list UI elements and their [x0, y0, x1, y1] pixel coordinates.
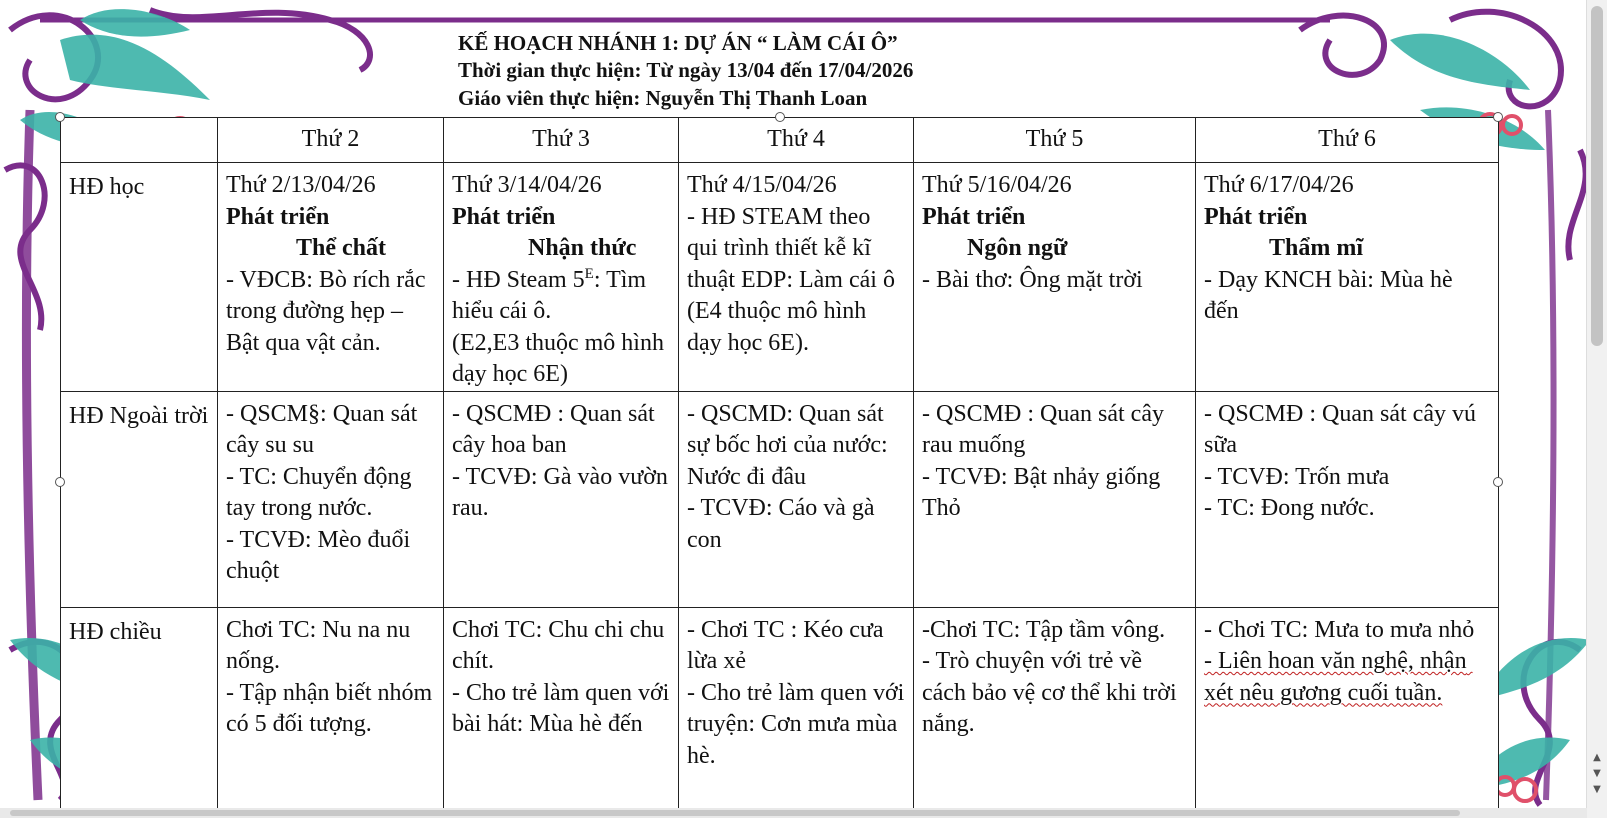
cell-hd-hoc-thu-5: [914, 163, 1196, 392]
cell-line: - QSCMD: Quan sát sự bốc hơi của nước: Nước đi đâu: [687, 400, 894, 490]
cell-ngoai-troi-thu-2: [218, 391, 444, 607]
cell-subject-area: Nhận thức: [528, 235, 637, 261]
table-row: [61, 163, 1499, 392]
row-label-text: HĐ Ngoài trời: [69, 402, 209, 429]
cell-line: - TCVĐ: Bật nhảy giống Thỏ: [922, 463, 1166, 521]
cell-subject: Phát triển: [1204, 203, 1308, 230]
cell-subject: Phát triển: [226, 203, 330, 230]
cell-chieu-thu-6: [1196, 607, 1499, 814]
cell-date: Thứ 3/14/04/26: [452, 172, 602, 198]
row-label-text: HĐ chiều: [69, 618, 162, 645]
cell-activity: - Dạy KNCH bài: Mùa hè đến: [1204, 266, 1459, 324]
cell-activity: - HĐ STEAM theo qui trình thiết kễ kĩ thuật EDP: Làm cái ô (E4 thuộc mô hình dạy học 6E).: [687, 203, 901, 356]
cell-ngoai-troi-thu-4: [679, 391, 914, 607]
cell-line: - Trò chuyện với trẻ về cách bảo vệ cơ thể khi trời nắng.: [922, 648, 1183, 737]
cell-chieu-thu-5: [914, 607, 1196, 814]
cell-date: Thứ 6/17/04/26: [1204, 172, 1354, 198]
cell-subject: Phát triển: [452, 203, 556, 230]
header-thu-3: Thứ 3: [444, 118, 679, 163]
cell-subject-area: Thể chất: [296, 235, 386, 261]
cell-line: - Cho trẻ làm quen với truyện: Cơn mưa mùa hè.: [687, 679, 911, 769]
row-label-hd-hoc: [61, 163, 218, 392]
cell-activity: - VĐCB: Bò rích rắc trong đường hẹp – Bật qua vật cản.: [226, 266, 432, 356]
resize-handle[interactable]: [55, 477, 65, 487]
cell-line: - Chơi TC : Kéo cưa lừa xẻ: [687, 616, 890, 674]
cell-activity: - Bài thơ: Ông mặt trời: [922, 266, 1143, 293]
activity-part: : Tìm hiểu cái ô.: [452, 266, 653, 324]
cell-line: Chơi TC: Nu na nu nống.: [226, 616, 417, 674]
scroll-up-icon[interactable]: ▲: [1593, 752, 1601, 763]
cell-subject: Phát triển: [922, 203, 1026, 230]
cell-subject-area: Ngôn ngữ: [967, 235, 1068, 261]
cell-ngoai-troi-thu-3: [444, 391, 679, 607]
header-thu-6: Thứ 6: [1196, 118, 1499, 163]
scroll-down-icon[interactable]: ▼: [1593, 768, 1601, 779]
header-thu-5: Thứ 5: [914, 118, 1196, 163]
cell-line: - TC: Đong nước.: [1204, 495, 1375, 521]
weekly-plan-table: [60, 117, 1499, 814]
cell-line: -Chơi TC: Tập tầm vông.: [922, 616, 1166, 643]
cell-chieu-thu-4: [679, 607, 914, 814]
scrollbar-thumb[interactable]: [1591, 6, 1603, 346]
resize-handle[interactable]: [1493, 112, 1503, 122]
cell-line: - Tập nhận biết nhóm có 5 đối tượng.: [226, 679, 439, 737]
row-label-hd-chieu: [61, 607, 218, 814]
plan-title: KẾ HOẠCH NHÁNH 1: DỰ ÁN “ LÀM CÁI Ô”: [458, 31, 898, 55]
cell-date: Thứ 2/13/04/26: [226, 172, 376, 198]
cell-hd-hoc-thu-2: [218, 163, 444, 392]
header-cell-empty: [61, 118, 218, 163]
cell-line: - TCVĐ: Mèo đuổi chuột: [226, 526, 417, 584]
cell-subject-area: Thẩm mĩ: [1269, 235, 1364, 261]
cell-hd-hoc-thu-6: [1196, 163, 1499, 392]
cell-chieu-thu-2: [218, 607, 444, 814]
cell-hd-hoc-thu-4: [679, 163, 914, 392]
header-thu-2: Thứ 2: [218, 118, 444, 163]
row-label-text: HĐ học: [69, 174, 145, 200]
cell-hd-hoc-thu-3: [444, 163, 679, 392]
cell-ngoai-troi-thu-6: [1196, 391, 1499, 607]
resize-handle[interactable]: [55, 112, 65, 122]
cell-line: - Liên hoan văn nghệ, nhận xét nêu gương cuối tuần.: [1204, 648, 1473, 706]
cell-line: - TCVĐ: Cáo và gà con: [687, 495, 881, 553]
row-label-hd-ngoai-troi: [61, 391, 218, 607]
cell-line: Chơi TC: Chu chi chu chít.: [452, 616, 671, 674]
scrollbar-thumb[interactable]: [10, 810, 1460, 816]
table-row: [61, 391, 1499, 607]
cell-activity: [452, 265, 671, 328]
teacher-line: Giáo viên thực hiện: Nguyễn Thị Thanh Loan: [458, 86, 868, 110]
time-line: Thời gian thực hiện: Từ ngày 13/04 đến 17/04/2026: [458, 58, 914, 82]
cell-line: - TCVĐ: Trốn mưa: [1204, 463, 1390, 490]
scroll-down-icon[interactable]: ▼: [1593, 784, 1601, 795]
cell-ngoai-troi-thu-5: [914, 391, 1196, 607]
horizontal-scrollbar[interactable]: [0, 808, 1587, 818]
cell-line: - TC: Chuyển động tay trong nước.: [226, 463, 418, 521]
cell-note: (E2,E3 thuộc mô hình dạy học 6E): [452, 329, 670, 387]
header-thu-4: Thứ 4: [679, 118, 914, 163]
cell-line: - QSCM§: Quan sát cây su su: [226, 400, 424, 458]
activity-superscript: E: [584, 265, 594, 282]
cell-chieu-thu-3: [444, 607, 679, 814]
cell-line: - Chơi TC: Mưa to mưa nhỏ: [1204, 616, 1475, 643]
activity-part: - HĐ Steam 5: [452, 266, 585, 293]
cell-line: - QSCMĐ : Quan sát cây vú sữa: [1204, 400, 1482, 458]
resize-handle[interactable]: [775, 112, 785, 122]
cell-date: Thứ 5/16/04/26: [922, 172, 1072, 198]
cell-line: - TCVĐ: Gà vào vườn rau.: [452, 463, 674, 521]
cell-line: - QSCMĐ : Quan sát cây rau muống: [922, 400, 1170, 458]
vertical-scrollbar[interactable]: [1586, 0, 1607, 818]
cell-date: Thứ 4/15/04/26: [687, 172, 837, 198]
resize-handle[interactable]: [1493, 477, 1503, 487]
cell-line: - QSCMĐ : Quan sát cây hoa ban: [452, 400, 661, 458]
cell-line: - Cho trẻ làm quen với bài hát: Mùa hè đến: [452, 679, 676, 737]
table-header-row: [61, 118, 1499, 163]
table-row: [61, 607, 1499, 814]
